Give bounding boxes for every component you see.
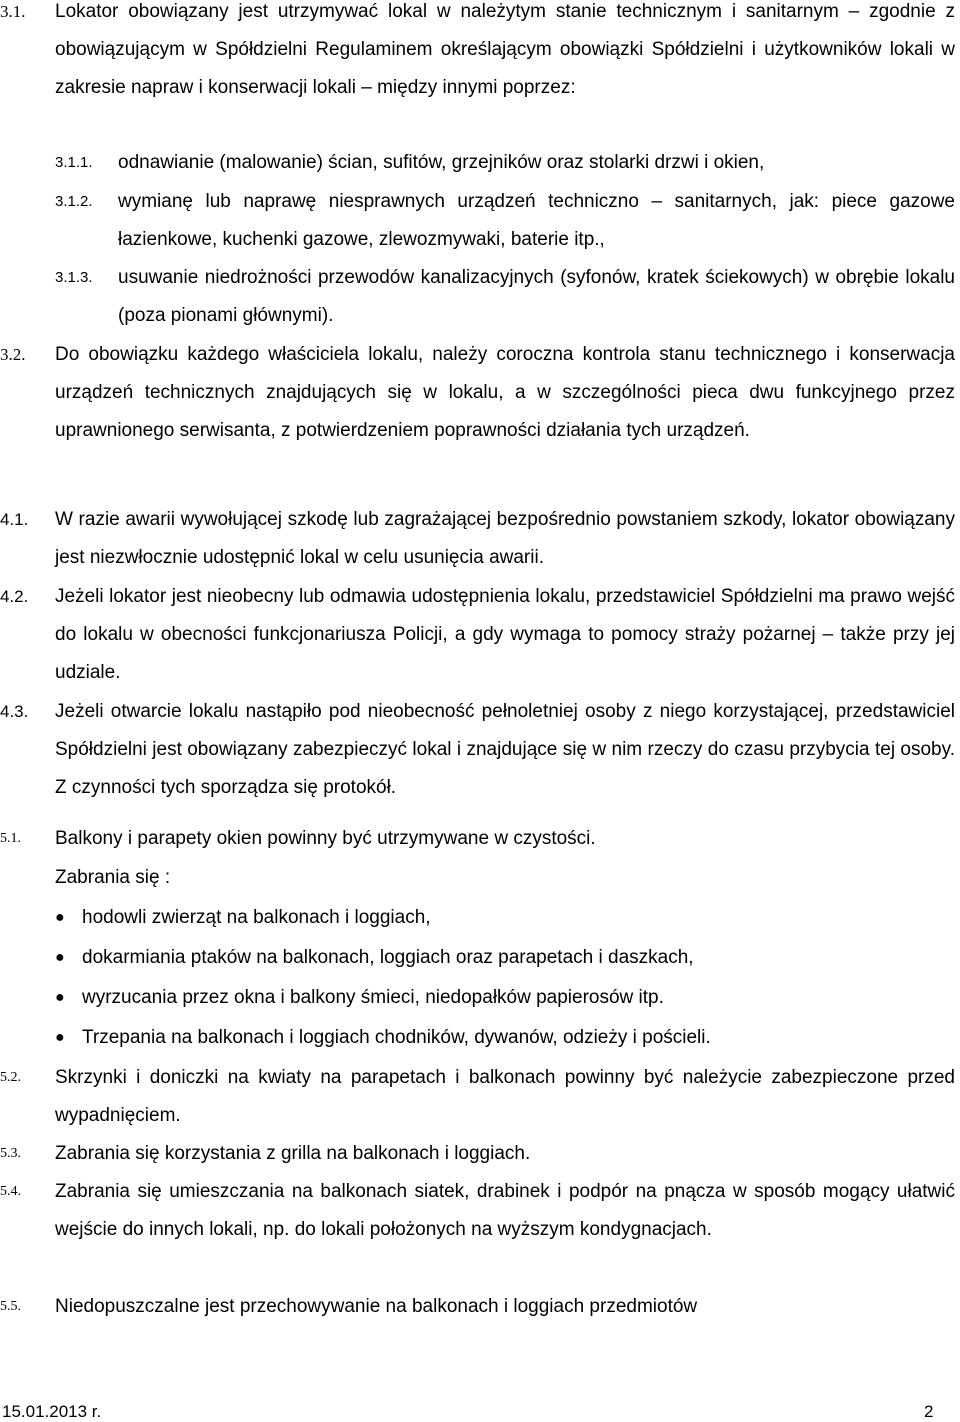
section-number: 4.1. [0,510,29,529]
section-number: 5.5. [0,1299,21,1314]
subsection-text: wymianę lub naprawę niesprawnych urządzeń techniczno – sanitarnych, jak: piece gazowe łazienkowe, kuchenki gazowe, zlewozmywaki, baterie itp., [118,191,955,250]
section-text: Niedopuszczalne jest przechowywanie na balkonach i loggiach przedmiotów [55,1296,698,1317]
section-number: 5.1. [0,831,21,846]
section-number: 4.3. [0,702,29,721]
section-text: Balkony i parapety okien powinny być utrzymywane w czystości. [55,828,596,849]
footer-date: 15.01.2013 r. [2,1402,102,1421]
section-text: Jeżeli otwarcie lokalu nastąpiło pod nieobecność pełnoletniej osoby z niego korzystającej, przedstawiciel Spółdzielni jest obowiązany zabezpieczyć lokal i znajdujące się w nim rzeczy do czasu przybycia tej osoby. Z czynności tych sporządza się protokół. [55,701,955,798]
section-number: 4.2. [0,587,29,606]
section-text: Do obowiązku każdego właściciela lokalu, należy coroczna kontrola stanu technicznego i konserwacja urządzeń technicznych znajdujących się w lokalu, a w szczególności pieca dwu funkcyjnego przez uprawnionego serwisanta, z potwierdzeniem poprawności działania tych urządzeń. [55,344,955,441]
subsection-number: 3.1.3. [55,269,93,286]
section-number: 5.4. [0,1184,21,1199]
section-text: Lokator obowiązany jest utrzymywać lokal w należytym stanie technicznym i sanitarnym – zgodnie z obowiązującym w Spółdzielni Regulaminem określającym obowiązki Spółdzielni i użytkowników lokali w zakresie napraw i konserwacji lokali – między innymi poprzez: [55,1,955,98]
section-number: 5.3. [0,1146,21,1161]
prohibited-label: Zabrania się : [55,867,171,888]
section-text: Skrzynki i doniczki na kwiaty na parapetach i balkonach powinny być należycie zabezpieczone przed wypadnięciem. [55,1067,955,1126]
subsection-number: 3.1.2. [55,193,93,210]
section-number: 3.2. [0,345,26,364]
section-text: Zabrania się korzystania z grilla na balkonach i loggiach. [55,1143,531,1164]
bullet-text: hodowli zwierząt na balkonach i loggiach, [82,907,431,928]
page-number: 2 [924,1402,934,1421]
section-text: W razie awarii wywołującej szkodę lub zagrażającej bezpośrednio powstaniem szkody, lokator obowiązany jest niezwłocznie udostępnić lokal w celu usunięcia awarii. [55,509,955,568]
bullet-icon: ● [55,1029,65,1046]
bullet-icon: ● [55,989,65,1006]
section-text: Jeżeli lokator jest nieobecny lub odmawia udostępnienia lokalu, przedstawiciel Spółdzielni ma prawo wejść do lokalu w obecności funkcjonariusza Policji, a gdy wymaga to pomocy straży pożarnej – także przy jej udziale. [55,586,955,683]
bullet-icon: ● [55,909,65,926]
bullet-text: wyrzucania przez okna i balkony śmieci, niedopałków papierosów itp. [82,987,664,1008]
section-number: 5.2. [0,1070,21,1085]
subsection-text: odnawianie (malowanie) ścian, sufitów, grzejników oraz stolarki drzwi i okien, [118,152,765,173]
section-number: 3.1. [0,2,26,21]
section-text: Zabrania się umieszczania na balkonach siatek, drabinek i podpór na pnącza w sposób mogący ułatwić wejście do innych lokali, np. do lokali położonych na wyższym kondygnacjach. [55,1181,955,1240]
bullet-icon: ● [55,949,65,966]
subsection-number: 3.1.1. [55,154,93,171]
bullet-text: dokarmiania ptaków na balkonach, loggiach oraz parapetach i daszkach, [82,947,694,968]
subsection-text: usuwanie niedrożności przewodów kanalizacyjnych (syfonów, kratek ściekowych) w obrębie lokalu (poza pionami głównymi). [118,267,955,326]
bullet-text: Trzepania na balkonach i loggiach chodników, dywanów, odzieży i pościeli. [82,1027,711,1048]
